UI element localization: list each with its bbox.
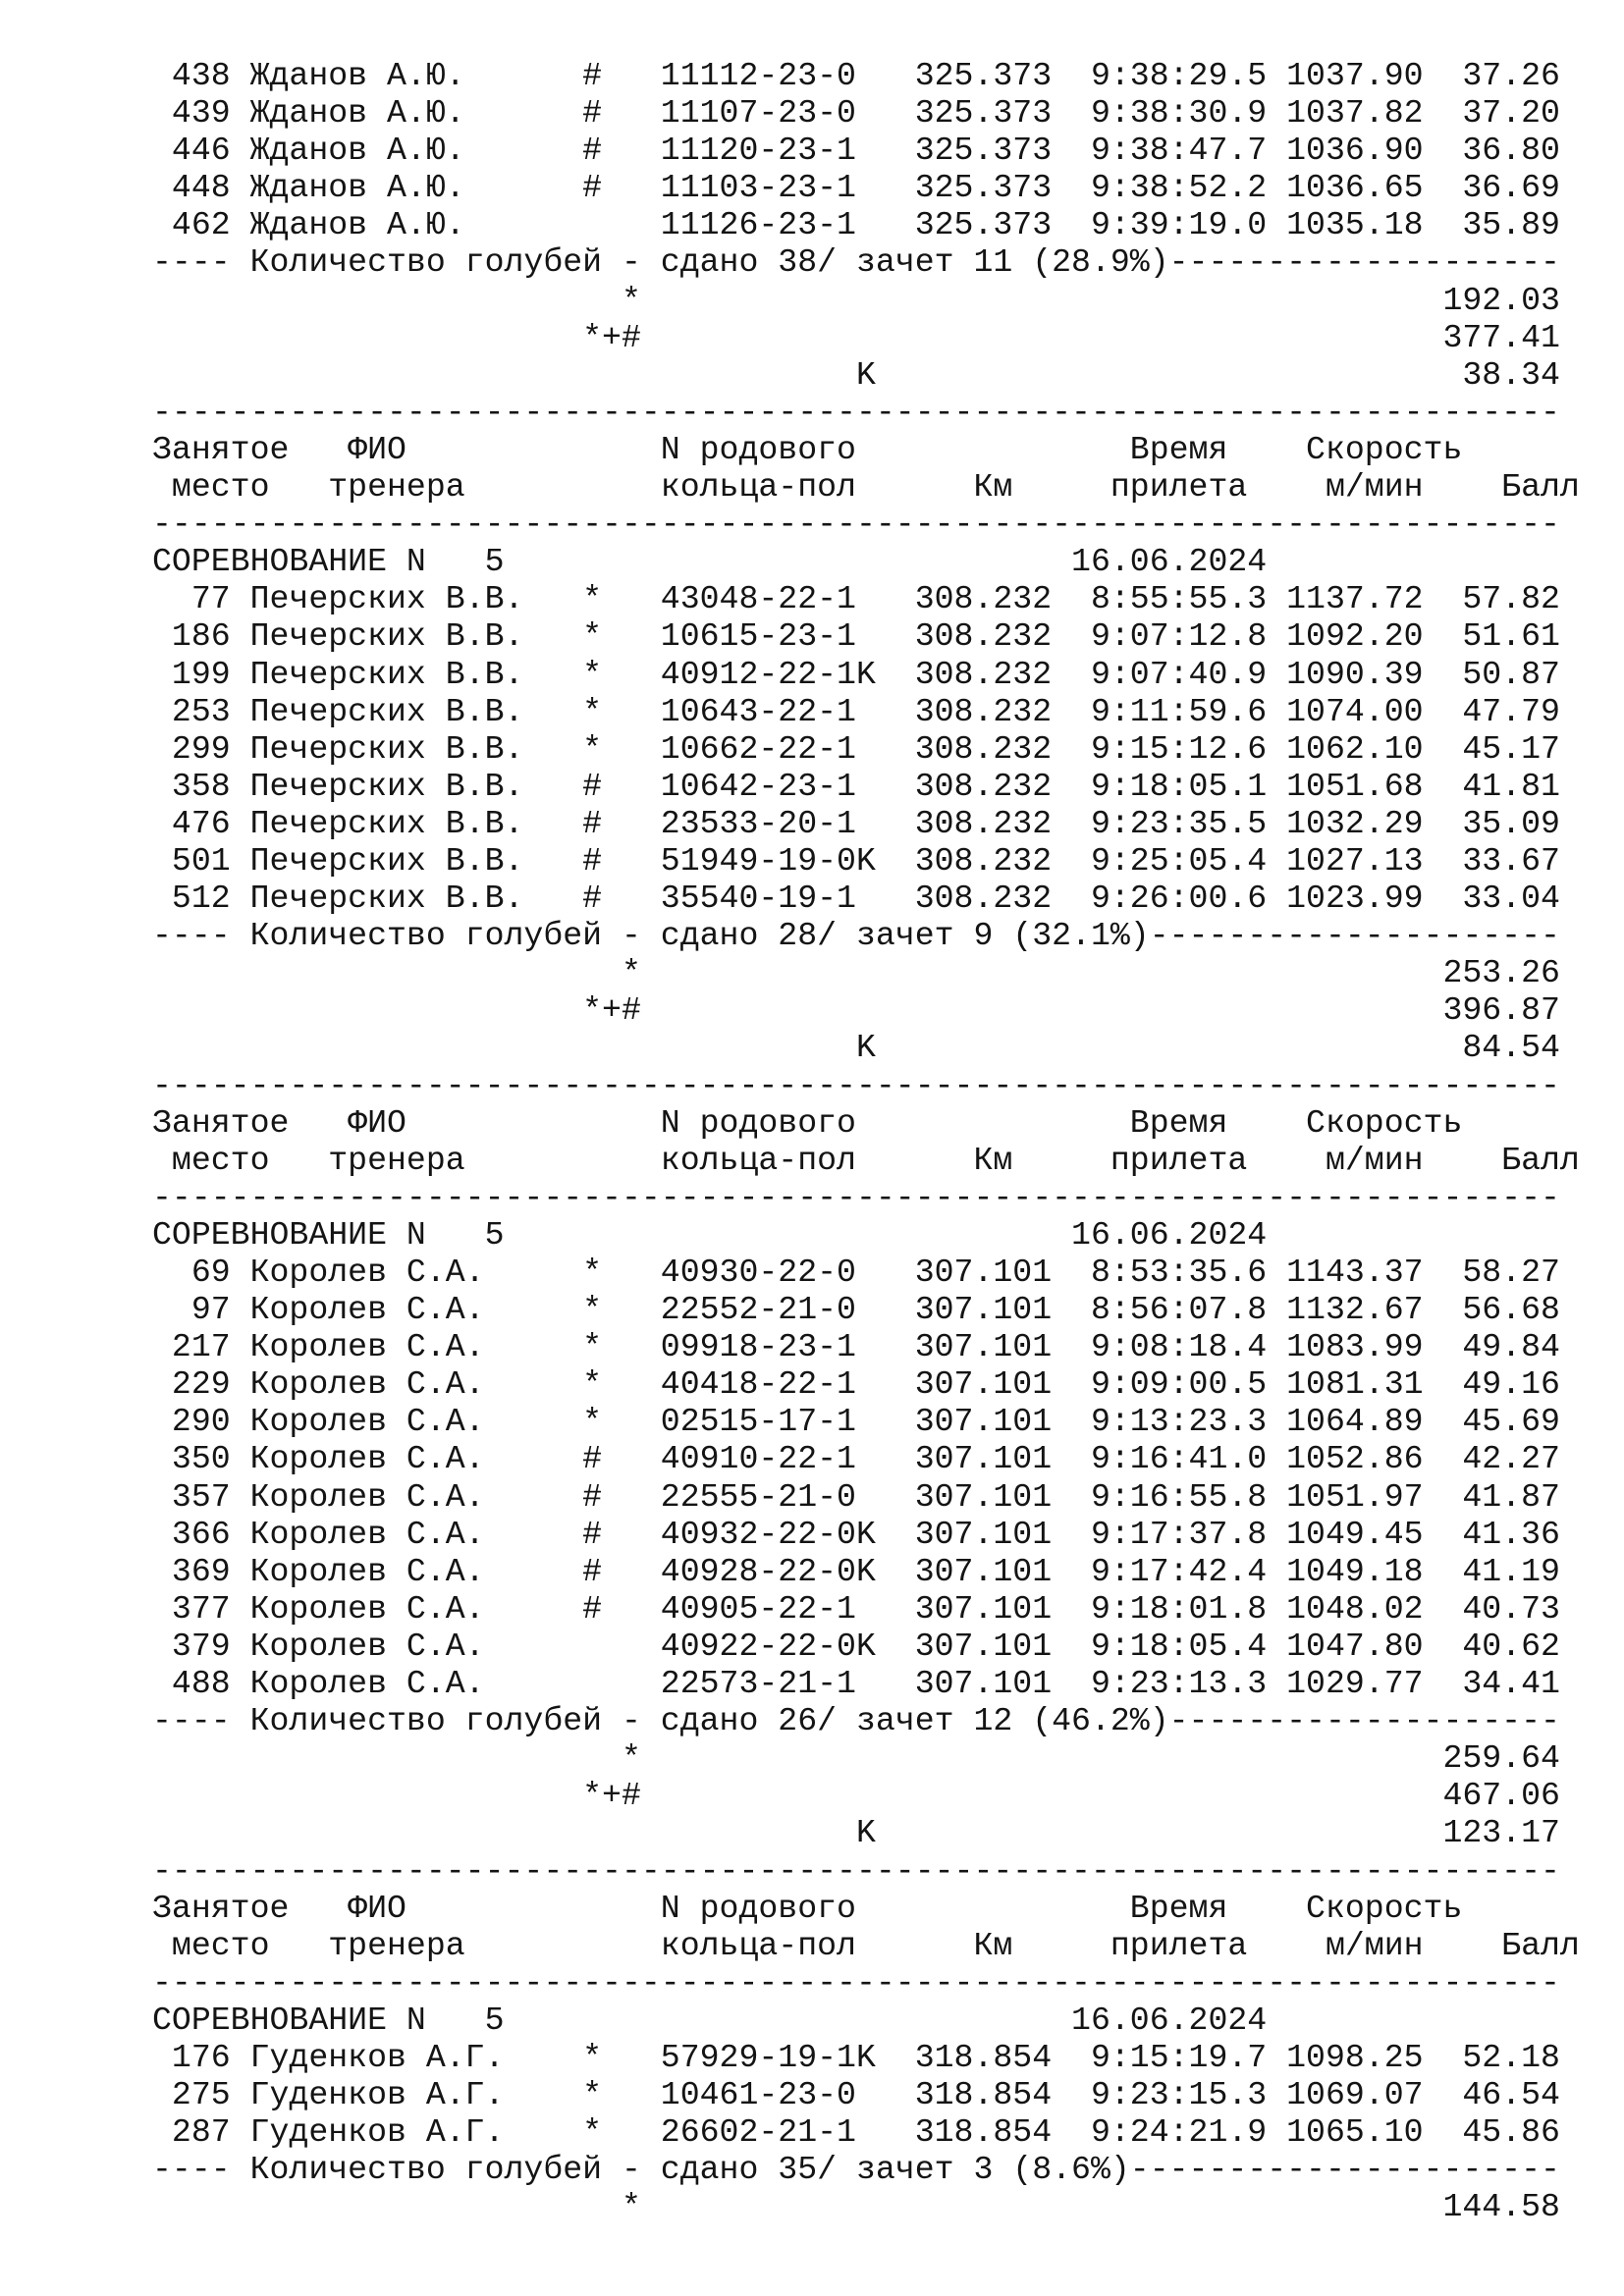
report-line: 512 Печерских В.В. # 35540-19-1 308.232 9:26:00.6 1023.99 33.04	[152, 880, 1560, 918]
results-printout	[152, 57, 1586, 2225]
summary-line: ---- Количество голубей - сдано 26/ зачет 12 (46.2%)--------------------	[152, 1702, 1560, 1740]
competition-heading: СОРЕВНОВАНИЕ N 5 16.06.2024	[152, 2001, 1268, 2039]
report-line: 366 Королев С.А. # 40932-22-0K 307.101 9:17:37.8 1049.45 41.36	[152, 1515, 1560, 1553]
report-line: 438 Жданов А.Ю. # 11112-23-0 325.373 9:38:29.5 1037.90 37.26	[152, 57, 1560, 94]
report-line: 358 Печерских В.В. # 10642-23-1 308.232 9:18:05.1 1051.68 41.81	[152, 767, 1560, 805]
summary-coefficient: K 123.17	[152, 1814, 1560, 1852]
summary-line: ---- Количество голубей - сдано 28/ зачет 9 (32.1%)---------------------	[152, 917, 1560, 955]
column-header: Занятое ФИО N родового Время Скорость	[152, 430, 1463, 468]
summary-total: * 253.26	[152, 954, 1560, 992]
column-header: место тренера кольца-пол Км прилета м/мин Балл	[152, 468, 1580, 507]
report-line: 176 Гуденков А.Г. * 57929-19-1K 318.854 9:15:19.7 1098.25 52.18	[152, 2038, 1560, 2076]
report-line: 369 Королев С.А. # 40928-22-0K 307.101 9:17:42.4 1049.18 41.19	[152, 1552, 1560, 1590]
report-line: 357 Королев С.А. # 22555-21-0 307.101 9:16:55.8 1051.97 41.87	[152, 1477, 1560, 1516]
report-line: 439 Жданов А.Ю. # 11107-23-0 325.373 9:38:30.9 1037.82 37.20	[152, 94, 1560, 133]
report-line: 69 Королев С.А. * 40930-22-0 307.101 8:53:35.6 1143.37 58.27	[152, 1254, 1560, 1291]
summary-coefficient: K 84.54	[152, 1029, 1560, 1067]
report-line: 275 Гуденков А.Г. * 10461-23-0 318.854 9:23:15.3 1069.07 46.54	[152, 2076, 1560, 2114]
report-line: 377 Королев С.А. # 40905-22-1 307.101 9:18:01.8 1048.02 40.73	[152, 1589, 1560, 1628]
report-line: 446 Жданов А.Ю. # 11120-23-1 325.373 9:38:47.7 1036.90 36.80	[152, 132, 1560, 170]
report-line: 462 Жданов А.Ю. 11126-23-1 325.373 9:39:19.0 1035.18 35.89	[152, 206, 1560, 244]
column-header: Занятое ФИО N родового Время Скорость	[152, 1103, 1463, 1142]
report-line: 186 Печерских В.В. * 10615-23-1 308.232 9:07:12.8 1092.20 51.61	[152, 617, 1560, 656]
competition-heading: СОРЕВНОВАНИЕ N 5 16.06.2024	[152, 543, 1268, 581]
report-line: 199 Печерских В.В. * 40912-22-1K 308.232 9:07:40.9 1090.39 50.87	[152, 655, 1560, 693]
report-line: 448 Жданов А.Ю. # 11103-23-1 325.373 9:38:52.2 1036.65 36.69	[152, 169, 1560, 207]
divider: ------------------------------------------------------------------------	[152, 1178, 1560, 1216]
report-line: 476 Печерских В.В. # 23533-20-1 308.232 9:23:35.5 1032.29 35.09	[152, 804, 1560, 842]
divider: ------------------------------------------------------------------------	[152, 506, 1560, 544]
summary-line: ---- Количество голубей - сдано 38/ зачет 11 (28.9%)--------------------	[152, 243, 1560, 282]
divider: ------------------------------------------------------------------------	[152, 1851, 1560, 1890]
report-line: 488 Королев С.А. 22573-21-1 307.101 9:23:13.3 1029.77 34.41	[152, 1665, 1560, 1703]
report-line: 253 Печерских В.В. * 10643-22-1 308.232 9:11:59.6 1074.00 47.79	[152, 692, 1560, 730]
summary-total: * 144.58	[152, 2188, 1560, 2226]
summary-total: *+# 467.06	[152, 1777, 1560, 1815]
column-header: Занятое ФИО N родового Время Скорость	[152, 1889, 1463, 1927]
report-line: 77 Печерских В.В. * 43048-22-1 308.232 8:55:55.3 1137.72 57.82	[152, 580, 1560, 618]
competition-heading: СОРЕВНОВАНИЕ N 5 16.06.2024	[152, 1215, 1268, 1254]
report-line: 97 Королев С.А. * 22552-21-0 307.101 8:56:07.8 1132.67 56.68	[152, 1291, 1560, 1329]
column-header: место тренера кольца-пол Км прилета м/мин Балл	[152, 1141, 1580, 1179]
summary-line: ---- Количество голубей - сдано 35/ зачет 3 (8.6%)----------------------	[152, 2151, 1560, 2189]
report-line: 217 Королев С.А. * 09918-23-1 307.101 9:08:18.4 1083.99 49.84	[152, 1328, 1560, 1366]
report-line: 299 Печерских В.В. * 10662-22-1 308.232 9:15:12.6 1062.10 45.17	[152, 729, 1560, 768]
column-header: место тренера кольца-пол Км прилета м/мин Балл	[152, 1926, 1580, 1964]
report-line: 229 Королев С.А. * 40418-22-1 307.101 9:09:00.5 1081.31 49.16	[152, 1365, 1560, 1404]
report-line: 501 Печерских В.В. # 51949-19-0K 308.232 9:25:05.4 1027.13 33.67	[152, 841, 1560, 880]
report-line: 350 Королев С.А. # 40910-22-1 307.101 9:16:41.0 1052.86 42.27	[152, 1440, 1560, 1478]
report-line: 287 Гуденков А.Г. * 26602-21-1 318.854 9:24:21.9 1065.10 45.86	[152, 2113, 1560, 2152]
divider: ------------------------------------------------------------------------	[152, 1066, 1560, 1104]
summary-total: * 192.03	[152, 281, 1560, 319]
summary-total: *+# 396.87	[152, 991, 1560, 1030]
summary-total: *+# 377.41	[152, 318, 1560, 356]
report-line: 379 Королев С.А. 40922-22-0K 307.101 9:18:05.4 1047.80 40.62	[152, 1627, 1560, 1665]
divider: ------------------------------------------------------------------------	[152, 1963, 1560, 2002]
summary-total: * 259.64	[152, 1739, 1560, 1778]
report-line: 290 Королев С.А. * 02515-17-1 307.101 9:13:23.3 1064.89 45.69	[152, 1403, 1560, 1441]
divider: ------------------------------------------------------------------------	[152, 393, 1560, 431]
summary-coefficient: K 38.34	[152, 355, 1560, 394]
